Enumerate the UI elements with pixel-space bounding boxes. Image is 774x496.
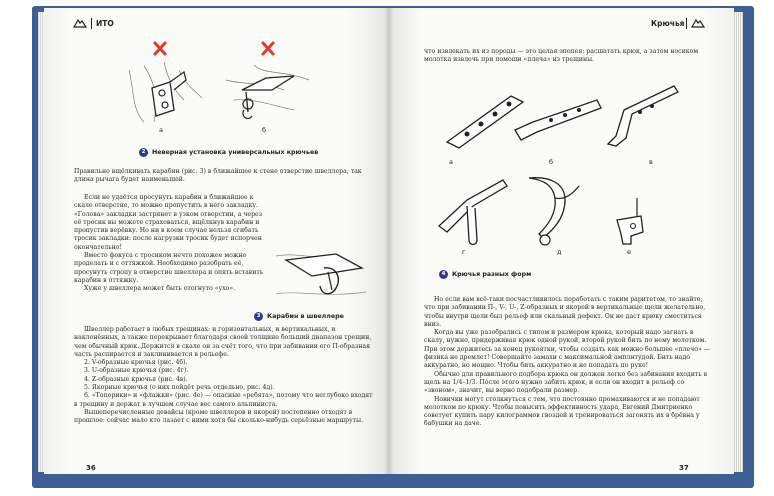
figure4-c-illustration [604, 80, 684, 150]
list-item: 6. «Топорики» и «флажки» (рис. 4е) — опасные «ребята», потому что неглубоко входят в трещину и держат в лучшем случае вес самого альпиниста. [74, 392, 373, 408]
page-edges-right [733, 12, 743, 472]
mountain-logo-icon [692, 19, 704, 27]
figure4-caption-text: Крючья разных форм [452, 271, 532, 278]
figure4-label-b: б [549, 158, 554, 166]
figure2-b-illustration [224, 60, 314, 124]
figure4-b-illustration [513, 96, 605, 146]
left-text-lower [74, 326, 374, 426]
page-number-right: 37 [679, 464, 689, 472]
cross-icon [250, 42, 286, 56]
page-number-left: 36 [86, 464, 96, 472]
right-page [389, 8, 734, 474]
list-item: 5. Якорные крючья (о них пойдёт речь отдельно, рис. 4д). [84, 384, 275, 392]
header-section: Крючья [651, 19, 685, 28]
paragraph: Но если вам всё-таки посчастливилось поработать с таким раритетом, то знайте, что при забивании П-, V-, U-, Z-образных и якорей в вертикальные щели желательно, чтобы внутри щели был рельеф или скальный дефект. Он не даст крюку сместиться вниз. [424, 296, 706, 328]
paragraph: Если не удаётся просунуть карабин в ближайшее к скале отверстие, то можно пропустить в него закладку. «Голова» закладки застрянет в узком отверстии, а через её тросик вы можете страховаться, вщёлкнув карабин и пропустив верёвку. Но ни в коем случае нельзя сгибать тросик закладки: после нагрузки тросик будет испорчен окончательно! [74, 194, 263, 251]
paragraph: Новички могут столкнуться с тем, что постоянно промахиваются и не попадают молотком по крюку. Чтобы повысить эффективность удара, Евгений Дмитриенко советует купить пару килограммов гвоздей и тренироваться загонять их в брёвна у бабушки на даче. [424, 395, 700, 428]
paragraph: Швеллер работает в любых трещинах: и горизонтальных, и вертикальных, и наклонённых, а также перекрывает благодаря своей толщине больший диапазон трещин, чем обычный крюк. Держится в скале он за счёт того, что при забивании его П-образная часть распирается и заклинивается в рельефе. [74, 326, 372, 358]
figure2-label-a: а [159, 126, 163, 134]
paragraph: Правильно вщёлкивать карабин (рис. 3) в ближайшее к стене отверстие швеллера, так длина рычага будет наименьшей. [74, 168, 362, 184]
paragraph: Когда вы уже разобрались с типом и размером крюка, который надо загнать в скалу, нужно, придерживая крюк одной рукой, второй рукой бить по нему молотком. При этом держитесь за конец рукоятки, чтобы создать как можно большее «плечо» — физика не дремлет! Совершайте замахи с максимальной амплитудой. Бить надо аккуратно, но мощно. Чтобы бить аккуратно и не попадать по руке! [424, 329, 710, 370]
figure3-illustration [276, 246, 372, 310]
mountain-logo-icon [74, 19, 86, 27]
right-text-body [424, 296, 714, 429]
paragraph: Вышеперечисленные девайсы (кроме швеллеров и якорей) постепенно отходят в прошлое: сейчас мало кто лазает с ними хотя бы сколько-нибудь серьёзные маршруты. [74, 408, 364, 425]
figure4-d-illustration [437, 178, 517, 248]
figure4-number: 4 [439, 270, 448, 279]
figure2-number: 2 [139, 148, 148, 157]
list-item: 3. U-образные крючья (рис. 4г). [84, 367, 189, 375]
left-text-column [74, 194, 269, 294]
figure4-label-d: г [462, 248, 466, 256]
figure4-caption [439, 270, 531, 279]
cross-icon [142, 42, 178, 56]
figure3-caption [254, 312, 344, 321]
paragraph: Хуже у швеллера может быть отогнуто «ухо». [84, 285, 236, 293]
header-divider [686, 18, 687, 29]
list-item: 4. Z-образные крючья (рис. 4в). [84, 375, 188, 383]
figure4-label-e: д [557, 248, 562, 256]
left-page [44, 8, 389, 474]
figure4-e-illustration [519, 174, 589, 254]
figure4-f-illustration [611, 196, 651, 248]
figure4-label-f: е [627, 248, 631, 256]
paragraph: Обычно для правильного подбора крюка он должен легко без забивания входить в щель на 1/4–1/3. После этого нужно забить крюк, и если он входит в рельеф со «звоном», значит, вы верно подобрали размер. [424, 370, 708, 395]
list-item: 2. V-образные крючья (рис. 4б). [84, 359, 188, 367]
right-text-top [424, 48, 714, 65]
book-gutter [384, 8, 394, 474]
header-divider [91, 18, 92, 29]
figure4-label-c: в [649, 158, 653, 166]
figure4-label-a: а [449, 158, 453, 166]
figure3-caption-text: Карабин в швеллере [267, 313, 344, 320]
figure2-caption [139, 148, 318, 157]
header-section: ИТО [96, 19, 114, 28]
figure2-a-illustration [124, 60, 204, 124]
left-text-intro [74, 168, 374, 185]
figure3-number: 3 [254, 312, 263, 321]
paragraph: Вместо фокуса с тросиком нечто похожее можно проделать и с оттяжкой. Необходимо разобрать её, просунуть стропу в отверстие швеллера и опять вставить карабин в оттяжку. [74, 252, 264, 284]
figure2-label-b: б [262, 126, 267, 134]
figure2-caption-text: Неверная установка универсальных крючьев [152, 149, 319, 156]
paragraph: что извлекать их из породы — это целая эпопея: расшатать крюк, а затем носиком молотка извлечь при помощи «плеча» из трещины. [424, 48, 699, 64]
